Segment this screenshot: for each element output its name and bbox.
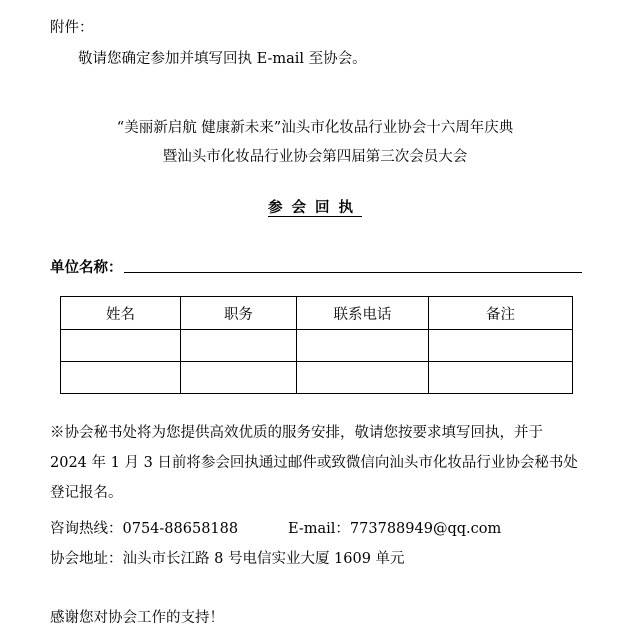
contact-address: 协会地址：汕头市长江路 8 号电信实业大厦 1609 单元 — [50, 551, 405, 567]
table-cell[interactable] — [61, 330, 181, 362]
notice-line3: 登记报名。 — [50, 485, 123, 501]
table-row — [61, 330, 573, 362]
column-header-phone: 联系电话 — [297, 297, 429, 330]
table-header-row — [61, 297, 573, 330]
unit-name-field[interactable] — [124, 272, 582, 273]
column-header-remarks: 备注 — [429, 297, 573, 330]
notice-line2: 2024 年 1 月 3 日前将参会回执通过邮件或致微信向汕头市化妆品行业协会秘书处 — [50, 455, 578, 471]
table-cell[interactable] — [181, 362, 297, 394]
table-cell[interactable] — [61, 362, 181, 394]
contact-hotline: 咨询热线：0754-88658188 — [50, 521, 239, 537]
closing-thanks: 感谢您对协会工作的支持！ — [50, 610, 224, 626]
table-row — [61, 362, 573, 394]
table-cell[interactable] — [181, 330, 297, 362]
table-cell[interactable] — [297, 330, 429, 362]
table-cell[interactable] — [429, 362, 573, 394]
unit-name-label: 单位名称： — [50, 259, 123, 276]
reply-table — [60, 296, 573, 394]
column-header-position: 职务 — [181, 297, 297, 330]
notice-line1: ※协会秘书处将为您提供高效优质的服务安排，敬请您按要求填写回执，并于 — [50, 425, 543, 441]
form-title: 参会回执 — [268, 199, 362, 216]
event-title-line2: 暨汕头市化妆品行业协会第四届第三次会员大会 — [162, 149, 468, 165]
event-title-line1: “美丽新启航 健康新未来”汕头市化妆品行业协会十六周年庆典 — [116, 120, 514, 136]
column-header-name: 姓名 — [61, 297, 181, 330]
attachment-instruction: 敬请您确定参加并填写回执 E-mail 至协会。 — [78, 51, 367, 67]
attachment-label: 附件： — [50, 20, 94, 36]
table-cell[interactable] — [429, 330, 573, 362]
table-cell[interactable] — [297, 362, 429, 394]
contact-email: E-mail：773788949@qq.com — [288, 521, 502, 537]
